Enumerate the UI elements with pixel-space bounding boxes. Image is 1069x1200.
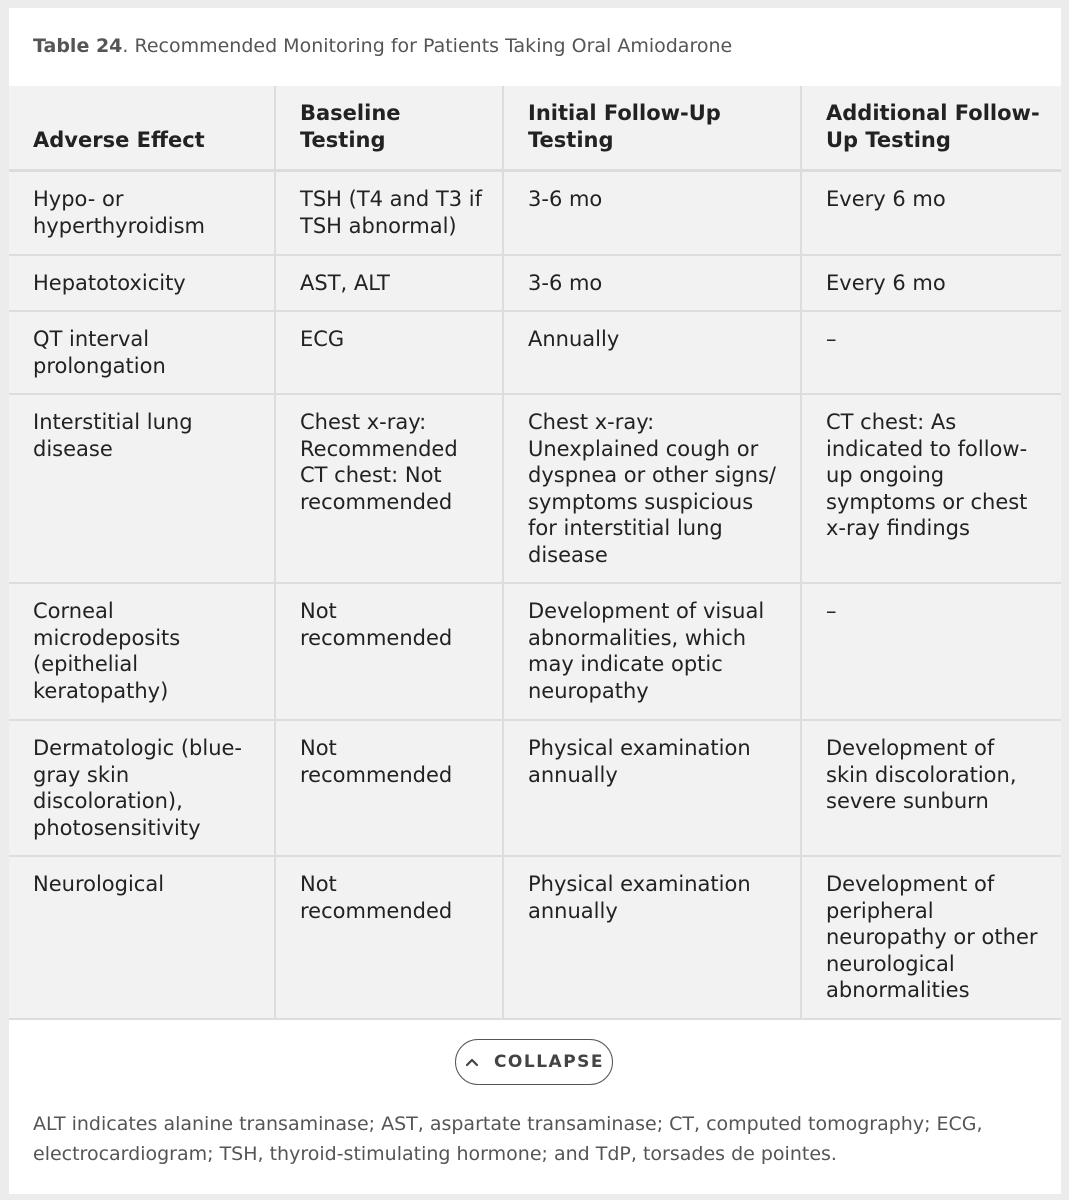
cell-baseline: TSH (T4 and T3 if TSH abnormal) [275, 171, 503, 255]
cell-adverse-effect: Interstitial lung disease [9, 394, 275, 583]
cell-initial: Physical examination annually [503, 856, 801, 1019]
cell-adverse-effect: Neurological [9, 856, 275, 1019]
cell-baseline: AST, ALT [275, 255, 503, 312]
collapse-button-label: COLLAPSE [493, 1052, 605, 1072]
table-card [9, 8, 1061, 1194]
table-footnote: ALT indicates alanine transaminase; AST, aspartate transaminase; CT, computed tomography; ECG, electrocardiogram; TSH, thyroid-stimulating hormone; and TdP, torsades de pointes. [33, 1113, 983, 1165]
cell-adverse-effect: Hepatotoxicity [9, 255, 275, 312]
header-baseline-testing: Baseline Testing [275, 86, 503, 171]
cell-baseline: Not recommended [275, 720, 503, 856]
table-number: Table 24 [33, 35, 123, 57]
cell-initial: 3-6 mo [503, 171, 801, 255]
cell-additional: – [801, 311, 1061, 394]
cell-additional: Every 6 mo [801, 255, 1061, 312]
cell-baseline: ECG [275, 311, 503, 394]
header-adverse-effect: Adverse Effect [9, 86, 275, 171]
cell-additional: – [801, 583, 1061, 720]
collapse-area [9, 1015, 1061, 1095]
cell-adverse-effect: Hypo- or hyperthyroidism [9, 171, 275, 255]
cell-adverse-effect: Dermatologic (blue-gray skin discoloration), photosensitivity [9, 720, 275, 856]
chevron-up-icon [464, 1054, 480, 1070]
table-header-row [9, 86, 1061, 171]
cell-additional: CT chest: As indicated to follow-up ongoing symptoms or chest x-ray findings [801, 394, 1061, 583]
table-title: . Recommended Monitoring for Patients Taking Oral Amiodarone [122, 35, 733, 57]
cell-baseline: Chest x-ray: Recommended CT chest: Not recommended [275, 394, 503, 583]
cell-additional: Every 6 mo [801, 171, 1061, 255]
cell-initial: Chest x-ray: Unexplained cough or dyspnea or other signs/ symptoms suspicious for interstitial lung disease [503, 394, 801, 583]
cell-adverse-effect: Corneal microdeposits (epithelial keratopathy) [9, 583, 275, 720]
cell-initial: Physical examination annually [503, 720, 801, 856]
table-row [9, 394, 1061, 583]
monitoring-table [9, 86, 1061, 1020]
table-row [9, 856, 1061, 1019]
cell-baseline: Not recommended [275, 583, 503, 720]
table-row [9, 255, 1061, 312]
cell-additional: Development of skin discoloration, severe sunburn [801, 720, 1061, 856]
collapse-button[interactable] [455, 1039, 613, 1085]
table-row [9, 311, 1061, 394]
table-row [9, 720, 1061, 856]
header-additional-follow-up: Additional Follow-Up Testing [801, 86, 1061, 171]
cell-initial: Annually [503, 311, 801, 394]
header-initial-follow-up: Initial Follow-Up Testing [503, 86, 801, 171]
cell-initial: 3-6 mo [503, 255, 801, 312]
table-caption [33, 35, 732, 57]
cell-adverse-effect: QT interval prolongation [9, 311, 275, 394]
cell-additional: Development of peripheral neuropathy or other neurological abnormalities [801, 856, 1061, 1019]
table-row [9, 171, 1061, 255]
table-row [9, 583, 1061, 720]
cell-baseline: Not recommended [275, 856, 503, 1019]
table-container [9, 86, 1061, 1020]
cell-initial: Development of visual abnormalities, which may indicate optic neuropathy [503, 583, 801, 720]
